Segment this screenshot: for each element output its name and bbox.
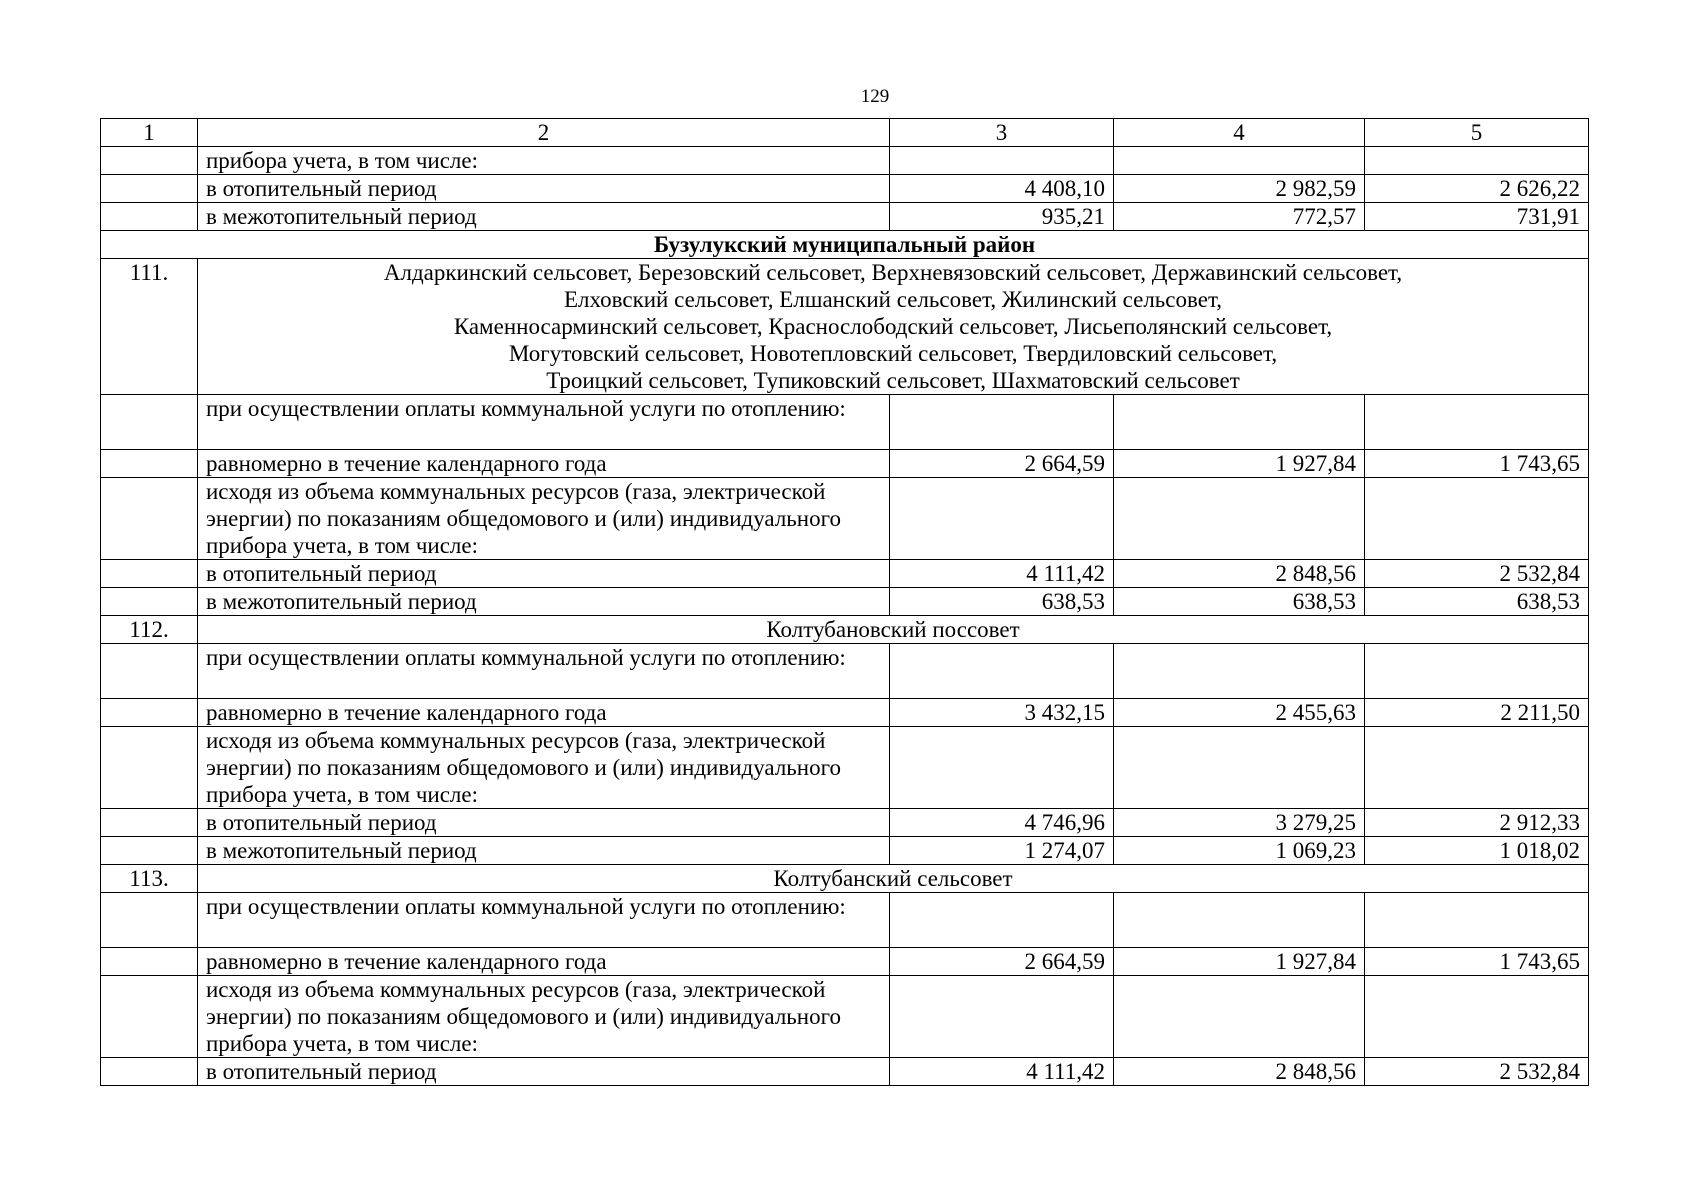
value-col-3: 4 746,96 <box>890 809 1114 837</box>
section-title: Колтубанский сельсовет <box>198 865 1589 893</box>
value-col-4 <box>1114 893 1365 948</box>
table-row <box>101 699 1589 727</box>
row-label: в отопительный период <box>198 1058 890 1086</box>
column-number: 1 <box>101 119 198 147</box>
value-col-3: 2 664,59 <box>890 948 1114 976</box>
row-index-cell <box>101 395 198 450</box>
row-index-cell <box>101 450 198 478</box>
value-col-5: 2 626,22 <box>1365 175 1589 203</box>
row-label: в отопительный период <box>198 175 890 203</box>
value-col-3: 4 408,10 <box>890 175 1114 203</box>
value-col-3: 1 274,07 <box>890 837 1114 865</box>
value-col-3: 935,21 <box>890 203 1114 231</box>
row-index-cell <box>101 175 198 203</box>
table-row <box>101 560 1589 588</box>
value-col-5: 2 532,84 <box>1365 1058 1589 1086</box>
value-col-5: 2 211,50 <box>1365 699 1589 727</box>
value-col-4: 1 069,23 <box>1114 837 1365 865</box>
value-col-5 <box>1365 478 1589 560</box>
row-label: при осуществлении оплаты коммунальной услуги по отоплению: <box>198 893 890 948</box>
section-title-line: Алдаркинский сельсовет, Березовский сельсовет, Верхневязовский сельсовет, Державинский сельсовет, <box>383 260 1403 285</box>
value-col-4 <box>1114 147 1365 175</box>
value-col-3: 4 111,42 <box>890 1058 1114 1086</box>
section-index: 112. <box>101 616 198 644</box>
section-heading-row <box>101 865 1589 893</box>
section-index: 111. <box>101 259 198 395</box>
value-col-3 <box>890 478 1114 560</box>
value-col-5 <box>1365 893 1589 948</box>
district-heading: Бузулукский муниципальный район <box>101 231 1589 259</box>
value-col-5: 1 743,65 <box>1365 948 1589 976</box>
value-col-4 <box>1114 644 1365 699</box>
row-index-cell <box>101 809 198 837</box>
value-col-5 <box>1365 644 1589 699</box>
row-label: равномерно в течение календарного года <box>198 450 890 478</box>
row-label: исходя из объема коммунальных ресурсов (газа, электрической энергии) по показаниям общедомового и (или) индивидуального прибора учета, в том числе: <box>198 478 890 560</box>
row-label: равномерно в течение календарного года <box>198 699 890 727</box>
table-row <box>101 644 1589 699</box>
table-row <box>101 175 1589 203</box>
row-index-cell <box>101 1058 198 1086</box>
value-col-4 <box>1114 727 1365 809</box>
table-row <box>101 809 1589 837</box>
row-label: исходя из объема коммунальных ресурсов (газа, электрической энергии) по показаниям общедомового и (или) индивидуального прибора учета, в том числе: <box>198 976 890 1058</box>
table-row <box>101 478 1589 560</box>
value-col-4 <box>1114 478 1365 560</box>
value-col-5: 731,91 <box>1365 203 1589 231</box>
value-col-4 <box>1114 395 1365 450</box>
value-col-5: 1 743,65 <box>1365 450 1589 478</box>
value-col-4: 2 982,59 <box>1114 175 1365 203</box>
section-title-line: Могутовский сельсовет, Новотепловский сельсовет, Твердиловский сельсовет, <box>508 341 1278 366</box>
row-index-cell <box>101 948 198 976</box>
row-label: равномерно в течение календарного года <box>198 948 890 976</box>
value-col-4: 772,57 <box>1114 203 1365 231</box>
row-index-cell <box>101 727 198 809</box>
row-index-cell <box>101 560 198 588</box>
district-heading-row <box>101 231 1589 259</box>
table-row <box>101 948 1589 976</box>
value-col-4: 2 848,56 <box>1114 560 1365 588</box>
row-label: исходя из объема коммунальных ресурсов (газа, электрической энергии) по показаниям общедомового и (или) индивидуального прибора учета, в том числе: <box>198 727 890 809</box>
section-title-line: Каменносарминский сельсовет, Краснослободский сельсовет, Лисьеполянский сельсовет, <box>453 314 1333 339</box>
section-index: 113. <box>101 865 198 893</box>
value-col-3 <box>890 644 1114 699</box>
table-row <box>101 837 1589 865</box>
tariff-table <box>100 118 1589 1086</box>
section-heading-row <box>101 259 1589 395</box>
value-col-4: 2 848,56 <box>1114 1058 1365 1086</box>
table-row <box>101 893 1589 948</box>
table-row <box>101 727 1589 809</box>
value-col-4: 1 927,84 <box>1114 450 1365 478</box>
table-row <box>101 395 1589 450</box>
row-index-cell <box>101 699 198 727</box>
row-index-cell <box>101 837 198 865</box>
value-col-5 <box>1365 727 1589 809</box>
value-col-3: 4 111,42 <box>890 560 1114 588</box>
column-number: 5 <box>1365 119 1589 147</box>
value-col-5: 2 532,84 <box>1365 560 1589 588</box>
row-label: при осуществлении оплаты коммунальной услуги по отоплению: <box>198 395 890 450</box>
table-row <box>101 203 1589 231</box>
value-col-3: 3 432,15 <box>890 699 1114 727</box>
column-number-row <box>101 119 1589 147</box>
value-col-5 <box>1365 395 1589 450</box>
row-index-cell <box>101 588 198 616</box>
section-title <box>198 259 1589 395</box>
row-index-cell <box>101 644 198 699</box>
value-col-5: 2 912,33 <box>1365 809 1589 837</box>
table-row <box>101 450 1589 478</box>
section-title-line: Троицкий сельсовет, Тупиковский сельсовет, Шахматовский сельсовет <box>546 368 1240 393</box>
value-col-4: 3 279,25 <box>1114 809 1365 837</box>
row-index-cell <box>101 478 198 560</box>
value-col-5 <box>1365 147 1589 175</box>
table-row <box>101 588 1589 616</box>
value-col-3 <box>890 893 1114 948</box>
column-number: 4 <box>1114 119 1365 147</box>
row-label: прибора учета, в том числе: <box>198 147 890 175</box>
value-col-3 <box>890 727 1114 809</box>
row-label: при осуществлении оплаты коммунальной услуги по отоплению: <box>198 644 890 699</box>
table-row <box>101 147 1589 175</box>
value-col-5: 638,53 <box>1365 588 1589 616</box>
value-col-4: 1 927,84 <box>1114 948 1365 976</box>
value-col-5 <box>1365 976 1589 1058</box>
table-row <box>101 976 1589 1058</box>
table-row <box>101 1058 1589 1086</box>
value-col-4: 638,53 <box>1114 588 1365 616</box>
row-label: в межотопительный период <box>198 588 890 616</box>
value-col-4: 2 455,63 <box>1114 699 1365 727</box>
column-number: 2 <box>198 119 890 147</box>
value-col-3 <box>890 395 1114 450</box>
value-col-5: 1 018,02 <box>1365 837 1589 865</box>
row-label: в отопительный период <box>198 560 890 588</box>
value-col-3 <box>890 147 1114 175</box>
row-index-cell <box>101 893 198 948</box>
row-label: в межотопительный период <box>198 203 890 231</box>
section-heading-row <box>101 616 1589 644</box>
row-index-cell <box>101 147 198 175</box>
row-index-cell <box>101 203 198 231</box>
column-number: 3 <box>890 119 1114 147</box>
value-col-3: 2 664,59 <box>890 450 1114 478</box>
row-label: в отопительный период <box>198 809 890 837</box>
section-title: Колтубановский поссовет <box>198 616 1589 644</box>
value-col-4 <box>1114 976 1365 1058</box>
row-label: в межотопительный период <box>198 837 890 865</box>
row-index-cell <box>101 976 198 1058</box>
section-title-line: Елховский сельсовет, Елшанский сельсовет, Жилинский сельсовет, <box>563 287 1223 312</box>
page-number: 129 <box>860 86 890 107</box>
value-col-3 <box>890 976 1114 1058</box>
value-col-3: 638,53 <box>890 588 1114 616</box>
